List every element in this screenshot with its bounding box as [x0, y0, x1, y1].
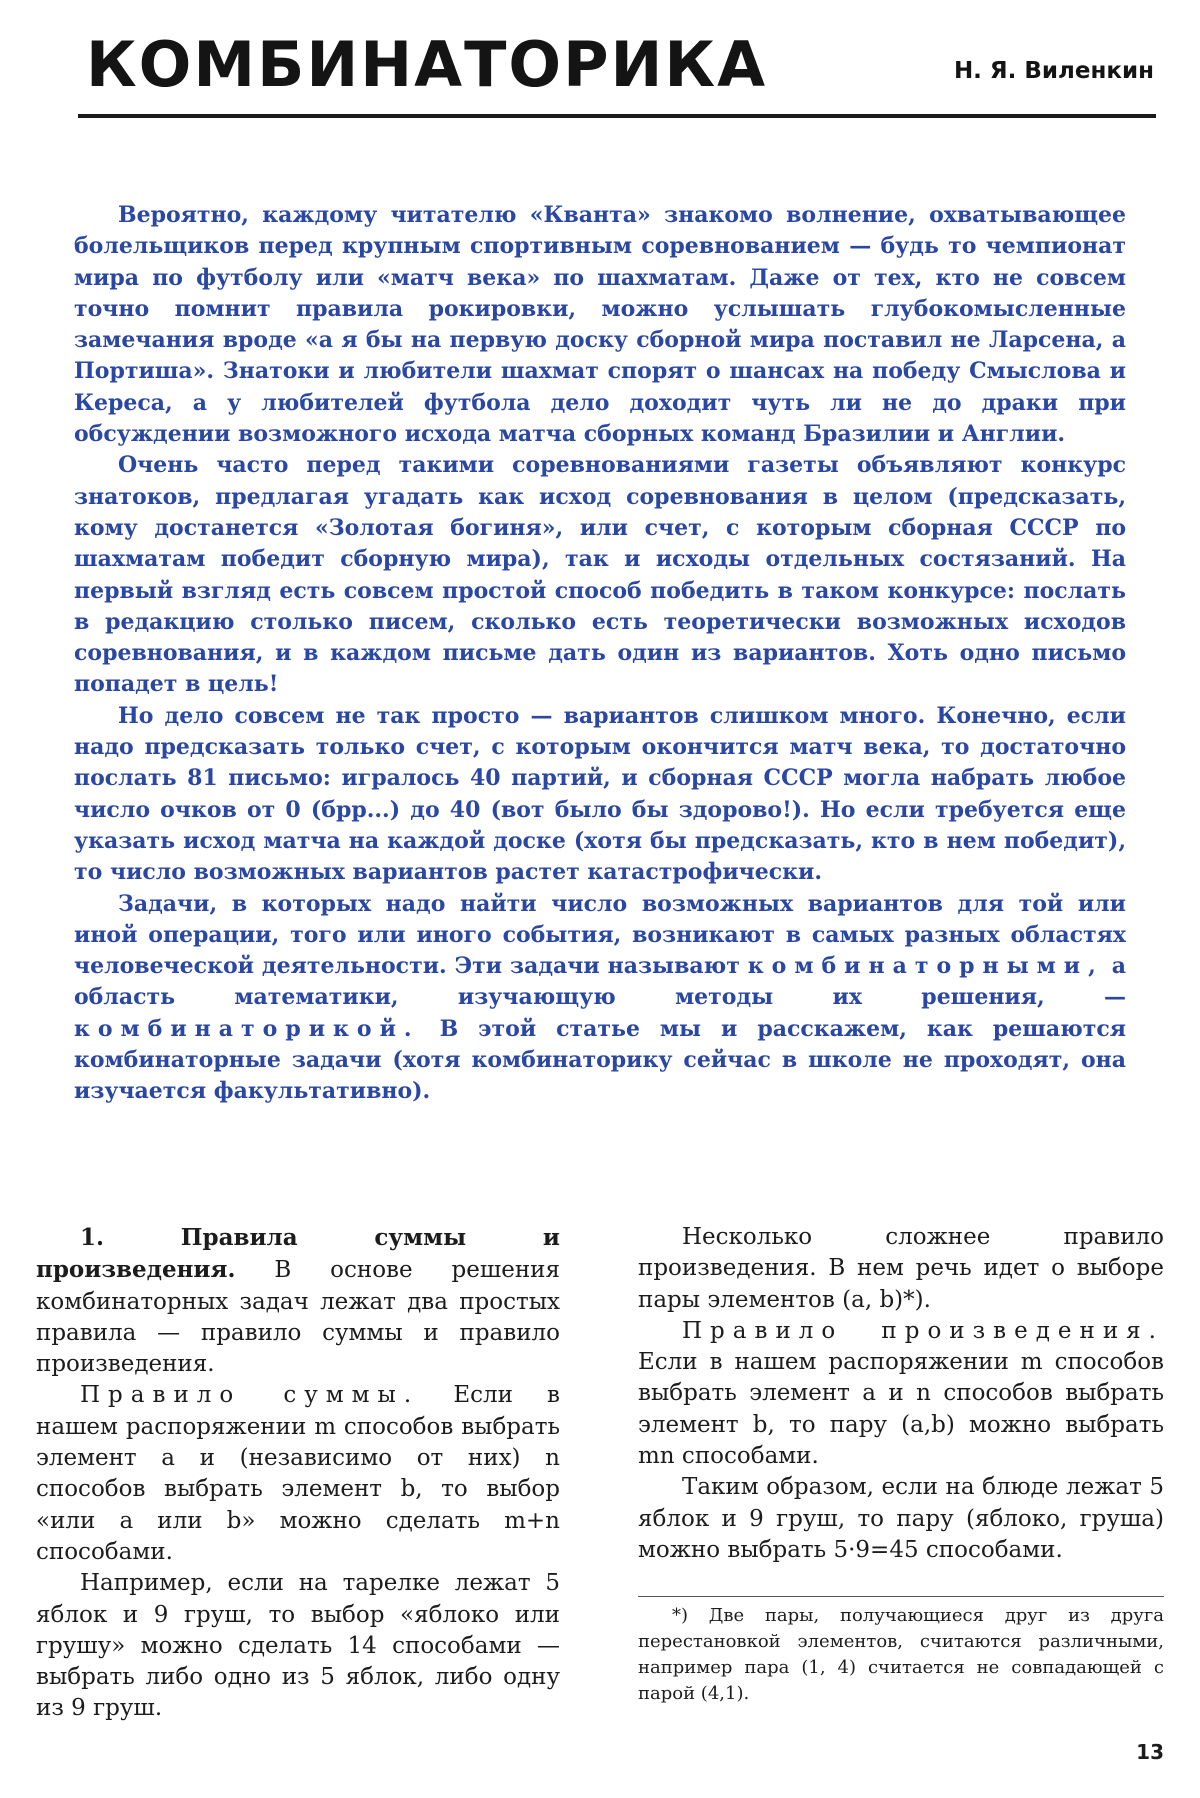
section-1-heading: 1. Правила суммы и произведения. — [36, 1224, 560, 1284]
header-rule — [78, 114, 1156, 118]
intro-p4-text-c: В этой статье мы и расскажем, как решаются комбинаторные задачи (хотя комбинаторику сейчас в школе не проходят, она изучается факультативно). — [74, 1015, 1126, 1105]
rule-sum-name: Правило суммы. — [80, 1382, 420, 1409]
rule-product-text: Если в нашем распоряжении m способов выбрать элемент a и n способов выбрать элемент b, то пару (a,b) можно выбрать mn способами. — [638, 1349, 1164, 1470]
intro-paragraph-1: Вероятно, каждому читателю «Кванта» знакомо волнение, охватывающее болельщиков перед крупным спортивным соревнованием — будь то чемпионат мира по футболу или «матч века» по шахматам. Даже от тех, кто не совсем точно помнит правила рокировки, можно услышать глубокомысленные замечания вроде «а я бы на первую доску сборной мира поставил не Ларсена, а Портиша». Знатоки и любители шахмат спорят о шансах на победу Смыслова и Кереса, а у любителей футбола дело доходит чуть ли не до драки при обсуждении возможного исхода матча сборных команд Бразилии и Англии. — [74, 202, 1126, 448]
page-number: 13 — [1136, 1740, 1164, 1764]
rule-product-name: Правило произведения. — [682, 1317, 1164, 1344]
article-header — [86, 30, 1154, 110]
rule-product-paragraph — [638, 1316, 1164, 1472]
intro-paragraph-2: Очень часто перед такими соревнованиями газеты объявляют конкурс знатоков, предлагая угадать как исход соревнования в целом (предсказать, кому достанется «Золотая богиня», или счет, с которым сборная СССР по шахматам победит сборную мира), так и исходы отдельных состязаний. На первый взгляд есть совсем простой способ победить в таком конкурсе: послать в редакцию столько писем, сколько есть теоретически возможных исходов соревнования, и в каждом письме дать один из вариантов. Хоть одно письмо попадет в цель! — [74, 452, 1126, 698]
term-combinatorial: комбинаторными, — [747, 953, 1104, 980]
product-example-paragraph: Таким образом, если на блюде лежат 5 яблок и 9 груш, то пару (яблоко, груша) можно выбрать 5·9=45 способами. — [638, 1474, 1164, 1563]
intro-p4-text-a: Задачи, в которых надо найти число возможных вариантов для той или иной операции, того или иного события, возникают в самых разных областях человеческой деятельности. Эти задачи называют — [74, 890, 1126, 980]
footnote-text: *) Две пары, получающиеся друг из друга перестановкой элементов, считаются различными, например пара (1, 4) считается не совпадающей с парой (4,1). — [638, 1605, 1164, 1705]
section-1-paragraph — [36, 1222, 560, 1380]
intro-paragraph-4 — [74, 889, 1126, 1108]
left-column — [36, 1222, 560, 1725]
product-intro-paragraph: Несколько сложнее правило произведения. В нем речь идет о выборе пары элементов (a, b)*). — [638, 1224, 1164, 1313]
section-1-intro: В основе решения комбинаторных задач лежат два простых правила — правило суммы и правило произведения. — [36, 1257, 560, 1378]
sum-example-paragraph: Например, если на тарелке лежат 5 яблок и 9 груш, то выбор «яблоко или грушу» можно сделать 14 способами — выбрать либо одно из 5 яблок, либо одну из 9 груш. — [36, 1570, 560, 1722]
article-title: КОМБИНАТОРИКА — [86, 28, 768, 101]
intro-section — [74, 200, 1126, 1108]
term-combinatorics: комбинаторикой. — [74, 1015, 420, 1042]
intro-p4-text-b: а область математики, изучающую методы их решения, — — [74, 953, 1126, 1011]
rule-sum-text: Если в нашем распоряжении m способов выбрать элемент a и (независимо от них) n способов выбрать элемент b, то выбор «или a или b» можно сделать m+n способами. — [36, 1382, 561, 1565]
rule-sum-paragraph — [36, 1380, 560, 1568]
intro-paragraph-3: Но дело совсем не так просто — вариантов слишком много. Конечно, если надо предсказать только счет, с которым окончится матч века, то достаточно послать 81 письмо: игралось 40 партий, и сборная СССР могла набрать любое число очков от 0 (брр...) до 40 (вот было бы здорово!). Но если требуется еще указать исход матча на каждой доске (хотя бы предсказать, кто в нем победит), то число возможных вариантов растет катастрофически. — [74, 702, 1126, 886]
article-author: Н. Я. Виленкин — [953, 58, 1154, 84]
right-column — [638, 1222, 1164, 1707]
footnote — [638, 1596, 1164, 1707]
